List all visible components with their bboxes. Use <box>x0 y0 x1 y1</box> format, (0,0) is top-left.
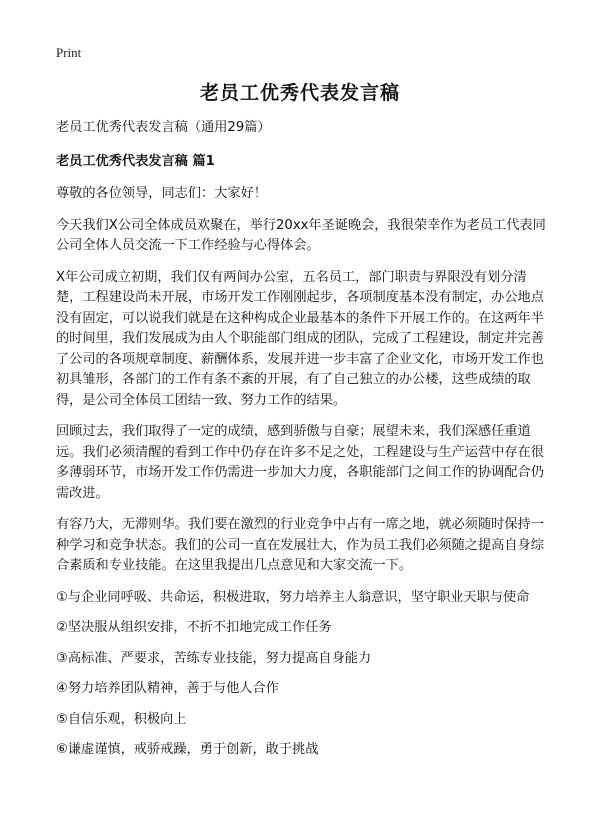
list-item: ⑥谦虚谨慎，戒骄戒躁，勇于创新，敢于挑战 <box>56 742 319 757</box>
list-item: ②坚决服从组织安排，不折不扣地完成工作任务 <box>56 620 332 635</box>
greeting-paragraph: 尊敬的各位领导，同志们：大家好！ <box>56 186 267 201</box>
list-item: ③高标准、严要求，苦练专业技能，努力提高自身能力 <box>56 650 372 666</box>
section-heading: 老员工优秀代表发言稿 篇1 <box>56 153 215 169</box>
list-item: ⑤自信乐观，积极向上 <box>56 711 187 727</box>
document-subtitle: 老员工优秀代表发言稿（通用29篇） <box>56 120 271 135</box>
body-paragraph: 回顾过去，我们取得了一定的成绩，感到骄傲与自豪；展望未来，我们深感任重道远。我们必须清醒的看到工作中仍存在许多不足之处，工程建设与生产运营中存在很多薄弱环节，市场开发工作仍需进一步加大力度，各职能部门之间工作的协调配合仍需改进。 <box>56 424 544 501</box>
list-item: ①与企业同呼吸、共命运，积极进取，努力培养主人翁意识，坚守职业天职与使命 <box>56 589 530 605</box>
page-title: 老员工优秀代表发言稿 <box>199 82 400 104</box>
print-link[interactable]: Print <box>56 45 82 60</box>
body-paragraph: 有容乃大，无滞则华。我们要在激烈的行业竞争中占有一席之地，就必须随时保持一种学习和竞争状态。我们的公司一直在发展壮大，作为员工我们必须随之提高自身综合素质和专业技能。在这里我提出几点意见和大家交流一下。 <box>56 517 544 573</box>
document-body <box>56 118 552 771</box>
list-item: ④努力培养团队精神，善于与他人合作 <box>56 681 279 696</box>
body-paragraph: X年公司成立初期，我们仅有两间办公室，五名员工，部门职责与界限没有划分清楚，工程建设尚未开展，市场开发工作刚刚起步，各项制度基本没有制定，办公地点没有固定，可以说我们就是在这种构成企业最基本的条件下开展工作的。在这两年半的时间里，我们发展成为由人个职能部门组成的团队，完成了工程建设，制定并完善了公司的各项规章制度、薪酬体系，发展并进一步丰富了企业文化，市场开发工作也初具雏形，各部门的工作有条不紊的开展，有了自己独立的办公楼，这些成绩的取得，是公司全体员工团结一致、努力工作的结果。 <box>56 269 544 408</box>
body-paragraph: 今天我们X公司全体成员欢聚在，举行20xx年圣诞晚会，我很荣幸作为老员工代表同公司全体人员交流一下工作经验与心得体会。 <box>56 217 546 253</box>
